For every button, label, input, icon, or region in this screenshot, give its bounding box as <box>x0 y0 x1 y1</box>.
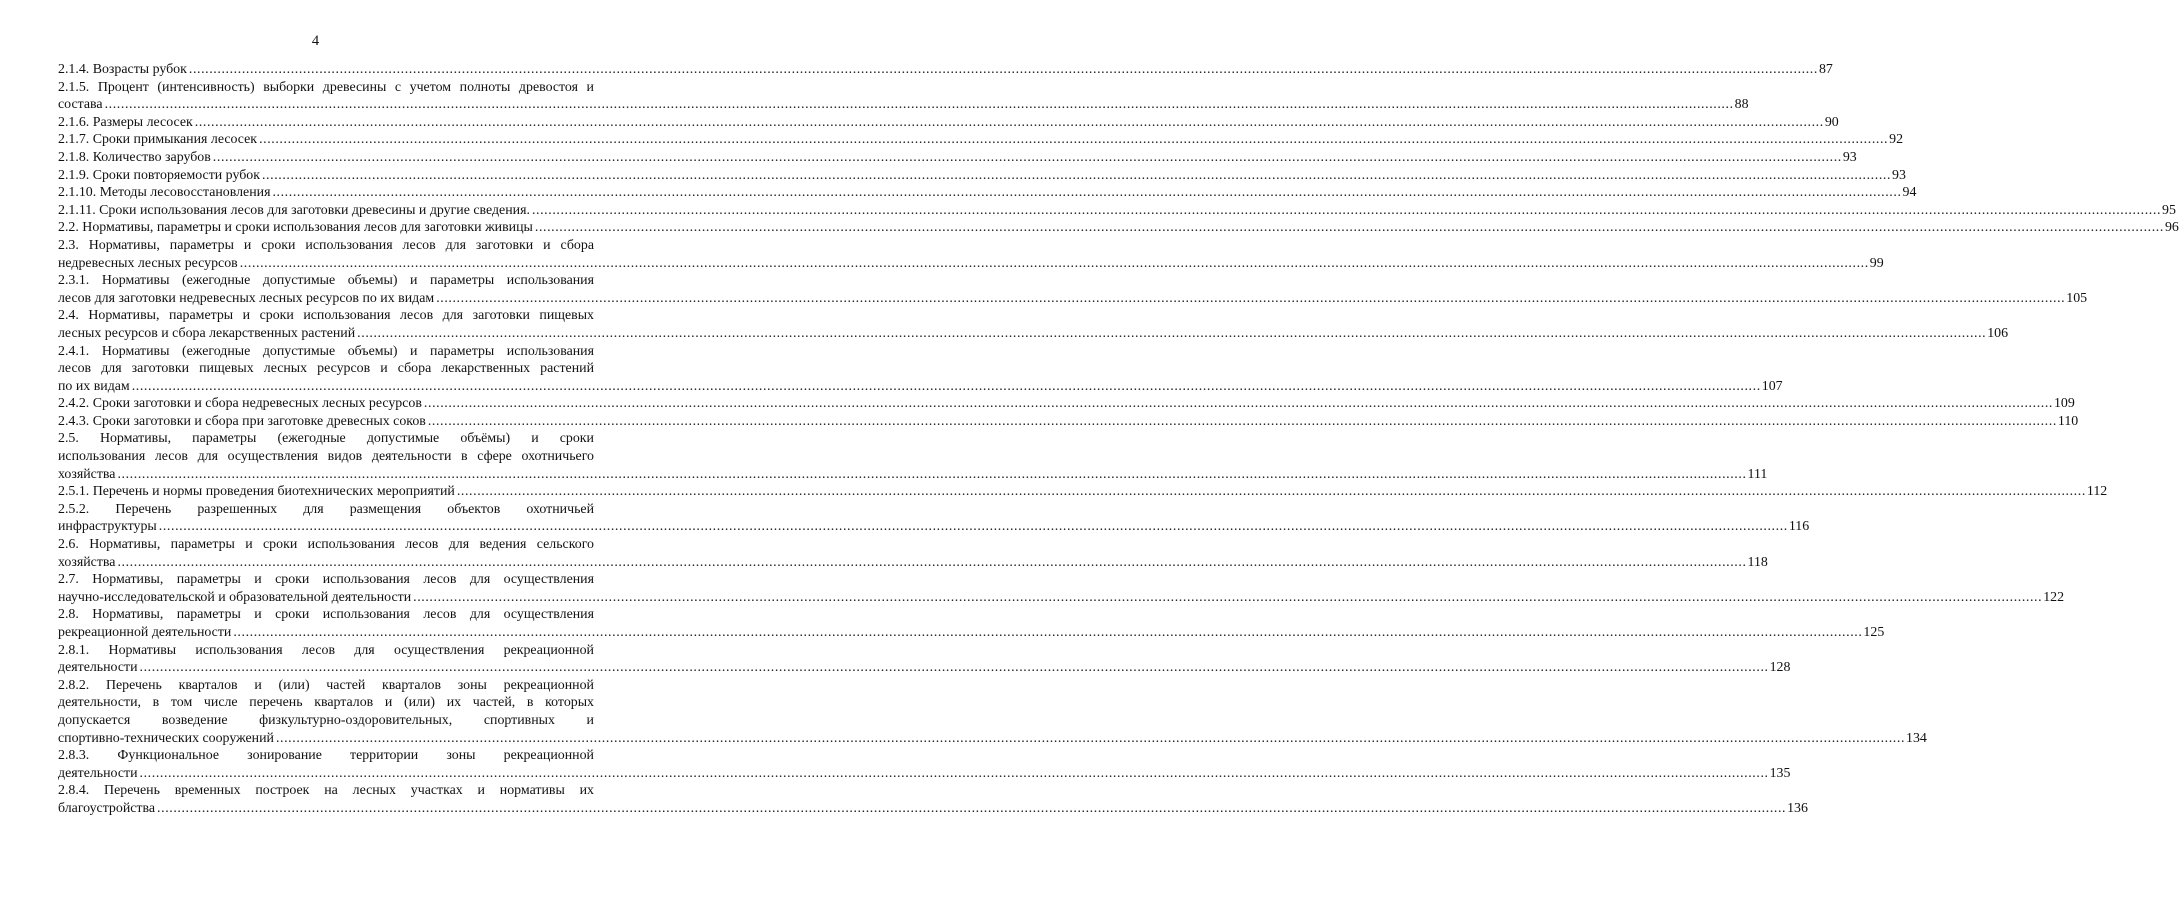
dot-leader: ................................................................................................................................................................................................................................................................................................................................................................................................................ <box>117 554 1747 570</box>
toc-entry-page-number: 109 <box>2053 396 2075 412</box>
toc-entry[interactable] <box>58 747 1791 782</box>
toc-entry-last-line <box>58 730 1927 748</box>
dot-leader: ................................................................................................................................................................................................................................................................................................................................................................................................................ <box>261 167 1892 183</box>
toc-entry[interactable] <box>58 149 1857 167</box>
toc-entry[interactable] <box>58 395 2075 413</box>
toc-entry-last-line <box>58 589 2065 607</box>
toc-entry-title: деятельности <box>58 660 138 676</box>
toc-entry-text-line: 2.3.1. Нормативы (ежегодные допустимые объемы) и параметры использования <box>58 273 594 289</box>
toc-entry-title: лесов для заготовки недревесных лесных ресурсов по их видам <box>58 290 435 306</box>
toc-entry-text-line: 2.1.5. Процент (интенсивность) выборки древесины с учетом полноты древостоя и <box>58 79 594 95</box>
toc-entry-last-line <box>58 466 1768 484</box>
toc-entry-last-line <box>58 624 1885 642</box>
toc-entry-text-line: 2.8. Нормативы, параметры и сроки использования лесов для осуществления <box>58 607 594 623</box>
dot-leader: ................................................................................................................................................................................................................................................................................................................................................................................................................ <box>436 290 2066 306</box>
toc-entry-title: 2.4.2. Сроки заготовки и сбора недревесных лесных ресурсов <box>58 396 422 412</box>
dot-leader: ................................................................................................................................................................................................................................................................................................................................................................................................................ <box>259 132 1889 148</box>
dot-leader: ................................................................................................................................................................................................................................................................................................................................................................................................................ <box>104 97 1734 113</box>
toc-entry-last-line <box>58 255 1884 273</box>
toc-entry-last-line <box>58 395 2075 413</box>
toc-entry-page-number: 136 <box>1787 800 1808 816</box>
toc-entry-title: хозяйства <box>58 466 116 482</box>
toc-entry-text-line: 2.7. Нормативы, параметры и сроки использования лесов для осуществления <box>58 572 594 588</box>
toc-entry-text-line: 2.4.1. Нормативы (ежегодные допустимые объемы) и параметры использования <box>58 343 594 359</box>
toc-entry-title: благоустройства <box>58 800 156 816</box>
toc-entry-title: 2.1.11. Сроки использования лесов для заготовки древесины и другие сведения. <box>58 202 530 218</box>
toc-entry-last-line <box>58 184 1917 202</box>
dot-leader: ................................................................................................................................................................................................................................................................................................................................................................................................................ <box>117 466 1747 482</box>
toc-entry-last-line <box>58 554 1768 572</box>
toc-entry-text-line: использования лесов для осуществления видов деятельности в сфере охотничьего <box>58 449 594 465</box>
toc-entry-page-number: 94 <box>1902 185 1917 201</box>
toc-entry[interactable] <box>58 413 2079 431</box>
toc-entry-last-line <box>58 483 2108 501</box>
toc-entry-title: по их видам <box>58 378 130 394</box>
toc-entry-page-number: 90 <box>1824 114 1839 130</box>
toc-entry[interactable] <box>58 219 2179 237</box>
toc-entry-text-line: 2.5. Нормативы, параметры (ежегодные допустимые объёмы) и сроки <box>58 431 594 447</box>
toc-entry-last-line <box>58 518 1810 536</box>
toc-entry-page-number: 112 <box>2086 484 2108 500</box>
toc-entry-text-line: деятельности, в том числе перечень кварталов и (или) их частей, в которых <box>58 695 594 711</box>
toc-entry[interactable] <box>58 501 1810 536</box>
toc-entry[interactable] <box>58 114 1839 132</box>
toc-entry-page-number: 128 <box>1769 660 1791 676</box>
toc-entry[interactable] <box>58 430 1768 483</box>
toc-entry[interactable] <box>58 536 1768 571</box>
toc-entry[interactable] <box>58 677 1927 747</box>
toc-entry-page-number: 105 <box>2066 290 2088 306</box>
table-of-contents <box>58 61 2179 818</box>
dot-leader: ................................................................................................................................................................................................................................................................................................................................................................................................................ <box>275 730 1906 746</box>
toc-entry[interactable] <box>58 642 1791 677</box>
dot-leader: ................................................................................................................................................................................................................................................................................................................................................................................................................ <box>272 185 1902 201</box>
dot-leader: ................................................................................................................................................................................................................................................................................................................................................................................................................ <box>239 255 1869 271</box>
dot-leader: ................................................................................................................................................................................................................................................................................................................................................................................................................ <box>534 220 2164 236</box>
toc-entry-text-line: 2.8.2. Перечень кварталов и (или) частей кварталов зоны рекреационной <box>58 677 594 693</box>
toc-entry-last-line <box>58 378 1783 396</box>
toc-entry-last-line <box>58 800 1808 818</box>
dot-leader: ................................................................................................................................................................................................................................................................................................................................................................................................................ <box>413 589 2043 605</box>
toc-entry-title: лесных ресурсов и сбора лекарственных растений <box>58 325 356 341</box>
dot-leader: ................................................................................................................................................................................................................................................................................................................................................................................................................ <box>427 413 2057 429</box>
toc-entry-last-line <box>58 325 2009 343</box>
toc-entry-text-line: лесов для заготовки пищевых лесных ресурсов и сбора лекарственных растений <box>58 361 594 377</box>
toc-entry-title: 2.1.9. Сроки повторяемости рубок <box>58 167 260 183</box>
toc-entry-page-number: 88 <box>1734 97 1749 113</box>
toc-entry-last-line <box>58 765 1791 783</box>
toc-entry[interactable] <box>58 61 1833 79</box>
toc-entry-text-line: 2.8.4. Перечень временных построек на лесных участках и нормативы их <box>58 783 594 799</box>
toc-entry-page-number: 122 <box>2043 589 2065 605</box>
toc-entry[interactable] <box>58 483 2108 501</box>
toc-entry-title: 2.5.1. Перечень и нормы проведения биотехнических мероприятий <box>58 484 455 500</box>
toc-entry-last-line <box>58 413 2079 431</box>
toc-entry-text-line: допускается возведение физкультурно-оздоровительных, спортивных и <box>58 712 594 728</box>
toc-entry-page-number: 125 <box>1863 625 1885 640</box>
dot-leader: ................................................................................................................................................................................................................................................................................................................................................................................................................ <box>212 149 1842 165</box>
toc-entry-title: 2.4.3. Сроки заготовки и сбора при заготовке древесных соков <box>58 413 426 429</box>
toc-entry[interactable] <box>58 131 1904 149</box>
toc-entry[interactable] <box>58 167 1906 185</box>
toc-entry[interactable] <box>58 202 2176 220</box>
dot-leader: ................................................................................................................................................................................................................................................................................................................................................................................................................ <box>139 765 1769 781</box>
toc-entry-page-number: 106 <box>1987 325 2009 341</box>
toc-entry-text-line: 2.6. Нормативы, параметры и сроки использования лесов для ведения сельского <box>58 537 594 553</box>
toc-entry-title: хозяйства <box>58 554 116 570</box>
toc-entry[interactable] <box>58 79 1749 114</box>
toc-entry-title: 2.1.4. Возрасты рубок <box>58 62 187 77</box>
toc-entry-last-line <box>58 131 1904 149</box>
toc-entry-title: 2.2. Нормативы, параметры и сроки использования лесов для заготовки живицы <box>58 220 533 236</box>
toc-entry-title: научно-исследовательской и образовательной деятельности <box>58 589 412 605</box>
toc-entry[interactable] <box>58 343 1783 396</box>
toc-entry-text-line: 2.8.3. Функциональное зонирование территории зоны рекреационной <box>58 748 594 764</box>
toc-entry[interactable] <box>58 606 1885 641</box>
toc-entry-title: рекреационной деятельности <box>58 625 232 640</box>
dot-leader: ................................................................................................................................................................................................................................................................................................................................................................................................................ <box>456 484 2086 500</box>
toc-entry-page-number: 135 <box>1769 765 1791 781</box>
toc-entry[interactable] <box>58 237 1884 272</box>
toc-entry-page-number: 93 <box>1842 149 1857 165</box>
toc-entry[interactable] <box>58 571 2065 606</box>
toc-entry[interactable] <box>58 307 2009 342</box>
toc-entry-last-line <box>58 219 2179 237</box>
toc-entry-title: 2.1.7. Сроки примыкания лесосек <box>58 132 258 148</box>
dot-leader: ................................................................................................................................................................................................................................................................................................................................................................................................................ <box>188 62 1818 77</box>
dot-leader: ................................................................................................................................................................................................................................................................................................................................................................................................................ <box>194 114 1824 130</box>
dot-leader: ................................................................................................................................................................................................................................................................................................................................................................................................................ <box>233 625 1863 640</box>
toc-entry-title: 2.1.10. Методы лесовосстановления <box>58 185 271 201</box>
toc-entry[interactable] <box>58 782 1808 817</box>
dot-leader: ................................................................................................................................................................................................................................................................................................................................................................................................................ <box>157 800 1787 816</box>
toc-entry-title: деятельности <box>58 765 138 781</box>
toc-entry-text-line: 2.8.1. Нормативы использования лесов для осуществления рекреационной <box>58 642 594 658</box>
toc-entry-last-line <box>58 659 1791 677</box>
toc-entry-page-number: 92 <box>1889 132 1904 148</box>
toc-entry-page-number: 96 <box>2164 220 2179 236</box>
toc-entry-page-number: 95 <box>2162 202 2176 218</box>
toc-entry-text-line: 2.3. Нормативы, параметры и сроки использования лесов для заготовки и сбора <box>58 237 594 253</box>
toc-entry-page-number: 87 <box>1818 62 1833 77</box>
toc-entry-text-line: 2.5.2. Перечень разрешенных для размещения объектов охотничьей <box>58 501 594 517</box>
toc-entry-last-line <box>58 290 2088 308</box>
toc-entry-page-number: 110 <box>2057 413 2079 429</box>
toc-entry-title: инфраструктуры <box>58 519 157 535</box>
toc-entry-last-line <box>58 167 1906 185</box>
toc-entry-page-number: 107 <box>1761 378 1783 394</box>
toc-entry-last-line <box>58 96 1749 114</box>
dot-leader: ................................................................................................................................................................................................................................................................................................................................................................................................................ <box>531 202 2162 218</box>
dot-leader: ................................................................................................................................................................................................................................................................................................................................................................................................................ <box>357 325 1987 341</box>
toc-entry[interactable] <box>58 272 2088 307</box>
toc-entry-last-line <box>58 114 1839 132</box>
toc-entry-page-number: 99 <box>1869 255 1884 271</box>
dot-leader: ................................................................................................................................................................................................................................................................................................................................................................................................................ <box>423 396 2053 412</box>
toc-entry-text-line: 2.4. Нормативы, параметры и сроки использования лесов для заготовки пищевых <box>58 308 594 324</box>
toc-entry-title: состава <box>58 97 103 113</box>
toc-entry-page-number: 118 <box>1747 554 1768 570</box>
toc-entry-page-number: 111 <box>1747 466 1768 482</box>
toc-entry[interactable] <box>58 184 1917 202</box>
toc-entry-page-number: 116 <box>1788 519 1810 535</box>
toc-entry-title: недревесных лесных ресурсов <box>58 255 238 271</box>
dot-leader: ................................................................................................................................................................................................................................................................................................................................................................................................................ <box>131 378 1761 394</box>
toc-entry-last-line <box>58 202 2176 220</box>
dot-leader: ................................................................................................................................................................................................................................................................................................................................................................................................................ <box>139 660 1769 676</box>
toc-entry-title: 2.1.8. Количество зарубов <box>58 149 211 165</box>
toc-entry-last-line <box>58 61 1833 79</box>
toc-entry-title: 2.1.6. Размеры лесосек <box>58 114 193 130</box>
toc-entry-page-number: 93 <box>1892 167 1906 183</box>
dot-leader: ................................................................................................................................................................................................................................................................................................................................................................................................................ <box>158 519 1788 535</box>
toc-entry-title: спортивно-технических сооружений <box>58 730 274 746</box>
toc-entry-last-line <box>58 149 1857 167</box>
toc-entry-page-number: 134 <box>1906 730 1927 746</box>
page-number: 4 <box>311 33 320 49</box>
